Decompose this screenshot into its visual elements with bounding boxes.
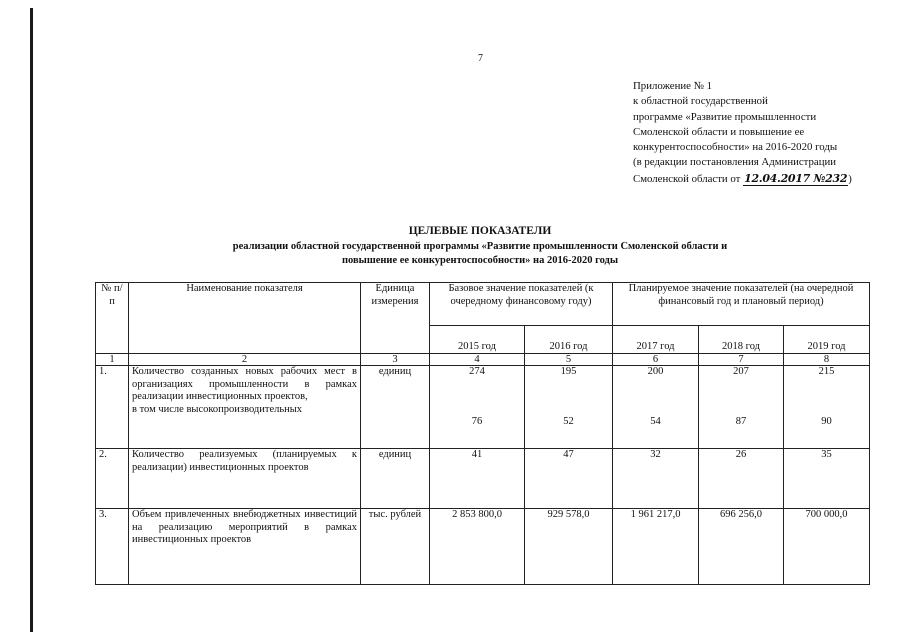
row-value-2017: 1 961 217,0	[613, 509, 699, 585]
column-number: 4	[430, 354, 525, 366]
table-row	[96, 509, 870, 585]
appendix-line-3: программе «Развитие промышленности	[633, 110, 817, 123]
scan-edge-line	[30, 8, 33, 632]
indicators-table	[95, 282, 870, 585]
row-value-2015: 41	[430, 449, 525, 509]
value-main: 207	[733, 366, 749, 377]
row-value-2018	[699, 366, 784, 449]
subtitle-line-1: реализации областной государственной программы «Развитие промышленности Смоленской области и	[232, 241, 728, 252]
appendix-line-6: (в редакции постановления Администрации	[633, 156, 837, 169]
page-number: 7	[478, 53, 483, 64]
row-value-2015	[430, 366, 525, 449]
appendix-last-prefix: Смоленской области от	[633, 172, 741, 185]
header-year-2019: 2019 год	[784, 326, 870, 354]
handwritten-date-number: 12.04.2017 №232	[744, 171, 848, 185]
table-row	[96, 366, 870, 449]
appendix-last-suffix: )	[848, 172, 852, 185]
header-year-2015: 2015 год	[430, 326, 525, 354]
row-name-main: Количество созданных новых рабочих мест в организациях промышленности в рамках реализации инвестиционных проектов,	[132, 366, 357, 402]
row-value-2017: 32	[613, 449, 699, 509]
row-unit: единиц	[361, 366, 430, 449]
appendix-block	[633, 79, 898, 187]
column-number: 7	[699, 354, 784, 366]
header-name: Наименование показателя	[129, 283, 361, 354]
row-name: Объем привлеченных внебюджетных инвестиций на реализацию мероприятий в рамках инвестиционных проектов	[129, 509, 361, 585]
value-sub: 52	[563, 415, 574, 427]
column-number: 5	[525, 354, 613, 366]
row-value-2018: 696 256,0	[699, 509, 784, 585]
row-value-2016	[525, 366, 613, 449]
row-value-2016: 929 578,0	[525, 509, 613, 585]
appendix-line-5: конкурентоспособности» на 2016-2020 годы	[633, 141, 838, 154]
value-main: 274	[469, 366, 485, 377]
column-number: 8	[784, 354, 870, 366]
subtitle-line-2: повышение ее конкурентоспособности» на 2016-2020 годы	[341, 254, 619, 266]
row-name: Количество реализуемых (планируемых к реализации) инвестиционных проектов	[129, 449, 361, 509]
row-value-2019: 700 000,0	[784, 509, 870, 585]
appendix-line-2: к областной государственной	[633, 95, 768, 108]
value-main: 200	[647, 366, 664, 377]
row-number: 3.	[96, 509, 129, 585]
column-number-row	[96, 354, 870, 366]
row-name-sub: в том числе высокопроизводительных	[132, 403, 303, 415]
column-number: 1	[96, 354, 129, 366]
row-number: 1.	[96, 366, 129, 449]
row-name	[129, 366, 361, 449]
appendix-line-7	[633, 171, 898, 187]
row-value-2019: 35	[784, 449, 870, 509]
column-number: 2	[129, 354, 361, 366]
header-unit: Единица измерения	[361, 283, 430, 354]
row-value-2019	[784, 366, 870, 449]
appendix-line-4: Смоленской области и повышение ее	[633, 125, 805, 138]
appendix-line-1: Приложение № 1	[633, 80, 713, 92]
value-sub: 87	[735, 415, 747, 427]
row-unit: тыс. рублей	[361, 509, 430, 585]
row-value-2017	[613, 366, 699, 449]
row-value-2015: 2 853 800,0	[430, 509, 525, 585]
row-unit: единиц	[361, 449, 430, 509]
table-row	[96, 449, 870, 509]
row-value-2016: 47	[525, 449, 613, 509]
header-year-2016: 2016 год	[525, 326, 613, 354]
document-title: ЦЕЛЕВЫЕ ПОКАЗАТЕЛИ	[408, 225, 552, 237]
header-planned: Планируемое значение показателей (на очередной финансовый год и плановый период)	[613, 283, 870, 326]
header-year-2018: 2018 год	[699, 326, 784, 354]
column-number: 3	[361, 354, 430, 366]
header-year-2017: 2017 год	[613, 326, 699, 354]
value-main: 195	[560, 366, 577, 377]
row-number: 2.	[96, 449, 129, 509]
value-sub: 76	[471, 415, 483, 427]
header-number: № п/п	[96, 283, 129, 354]
column-number: 6	[613, 354, 699, 366]
value-sub: 54	[650, 415, 661, 427]
document-subtitle	[120, 240, 840, 267]
value-sub: 90	[821, 415, 832, 427]
row-value-2018: 26	[699, 449, 784, 509]
header-base: Базовое значение показателей (к очередному финансовому году)	[430, 283, 613, 326]
value-main: 215	[818, 366, 835, 377]
